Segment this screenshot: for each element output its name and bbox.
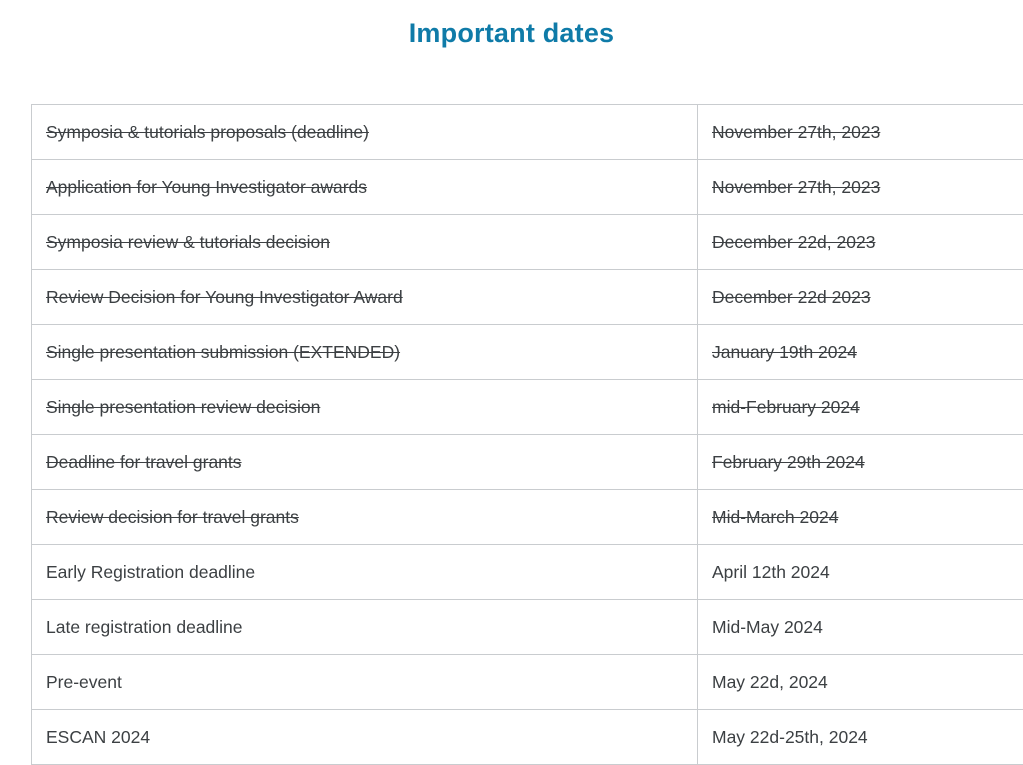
important-dates-page	[0, 16, 1023, 760]
table-row	[32, 325, 1023, 380]
table-row	[32, 270, 1023, 325]
table-body	[32, 105, 1023, 765]
event-cell: Single presentation submission (EXTENDED)	[32, 325, 698, 380]
date-cell: December 22d 2023	[698, 270, 1023, 325]
event-cell: Deadline for travel grants	[32, 435, 698, 490]
event-cell: ESCAN 2024	[32, 710, 698, 765]
table-row	[32, 435, 1023, 490]
table-row	[32, 545, 1023, 600]
event-cell: Review Decision for Young Investigator Award	[32, 270, 698, 325]
date-cell: November 27th, 2023	[698, 160, 1023, 215]
table-row	[32, 600, 1023, 655]
date-cell: December 22d, 2023	[698, 215, 1023, 270]
table-row	[32, 710, 1023, 765]
event-cell: Single presentation review decision	[32, 380, 698, 435]
table-row	[32, 215, 1023, 270]
event-cell: Review decision for travel grants	[32, 490, 698, 545]
date-cell: May 22d, 2024	[698, 655, 1023, 710]
date-cell: November 27th, 2023	[698, 105, 1023, 160]
date-cell: May 22d-25th, 2024	[698, 710, 1023, 765]
table-row	[32, 655, 1023, 710]
date-cell: January 19th 2024	[698, 325, 1023, 380]
date-cell: April 12th 2024	[698, 545, 1023, 600]
event-cell: Symposia review & tutorials decision	[32, 215, 698, 270]
table-row	[32, 380, 1023, 435]
table-row	[32, 105, 1023, 160]
event-cell: Pre-event	[32, 655, 698, 710]
page-title: Important dates	[0, 16, 1023, 50]
table-row	[32, 160, 1023, 215]
date-cell: mid-February 2024	[698, 380, 1023, 435]
event-cell: Application for Young Investigator awards	[32, 160, 698, 215]
important-dates-table-wrapper	[31, 104, 994, 765]
event-cell: Symposia & tutorials proposals (deadline)	[32, 105, 698, 160]
important-dates-table	[31, 104, 1023, 765]
date-cell: February 29th 2024	[698, 435, 1023, 490]
date-cell: Mid-May 2024	[698, 600, 1023, 655]
event-cell: Late registration deadline	[32, 600, 698, 655]
table-row	[32, 490, 1023, 545]
date-cell: Mid-March 2024	[698, 490, 1023, 545]
event-cell: Early Registration deadline	[32, 545, 698, 600]
